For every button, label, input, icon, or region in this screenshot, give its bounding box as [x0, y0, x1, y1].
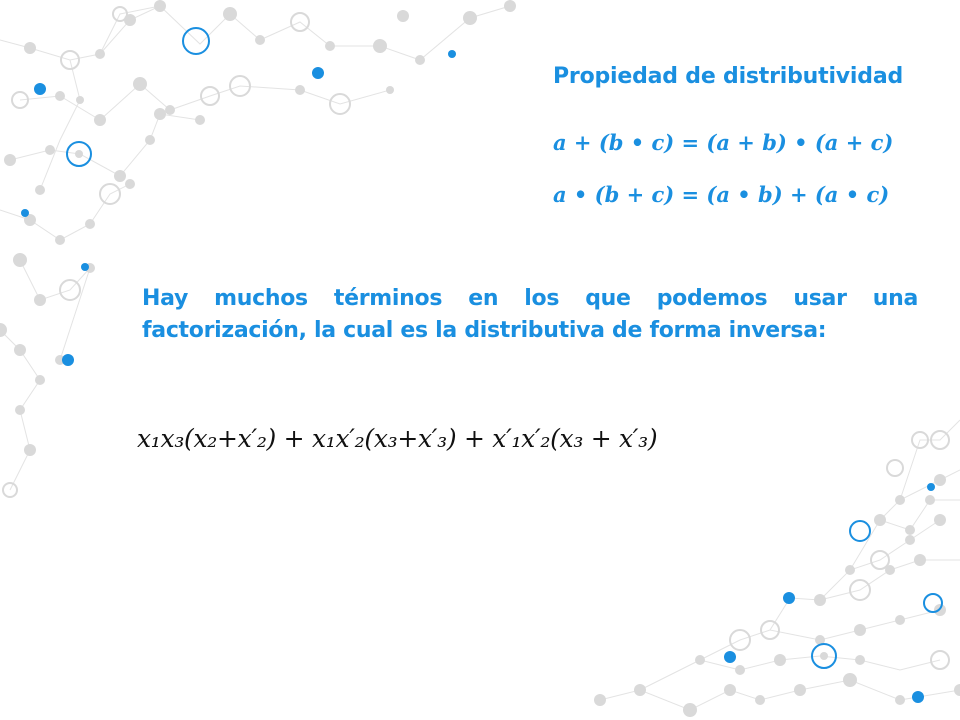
network-nodes-bottom-right — [594, 431, 960, 717]
network-lines-bottom-right — [600, 420, 960, 710]
network-nodes-top-left — [0, 0, 516, 497]
distributive-formula-2: a • (b + c) = (a • b) + (a • c) — [553, 182, 890, 207]
network-lines-top-left — [0, 6, 510, 490]
explanation-paragraph: Hay muchos términos en los que podemos usar una factorización, la cual es la distributiva de forma inversa: — [142, 286, 918, 343]
factorization-expression: x₁x₃(x₂+x′₂) + x₁x′₂(x₃+x′₃) + x′₁x′₂(x₃ + x′₃) — [137, 424, 658, 453]
network-accents-bottom-right — [724, 483, 942, 703]
distributive-formula-1: a + (b • c) = (a + b) • (a + c) — [553, 130, 894, 155]
slide-title: Propiedad de distributividad — [553, 64, 904, 89]
